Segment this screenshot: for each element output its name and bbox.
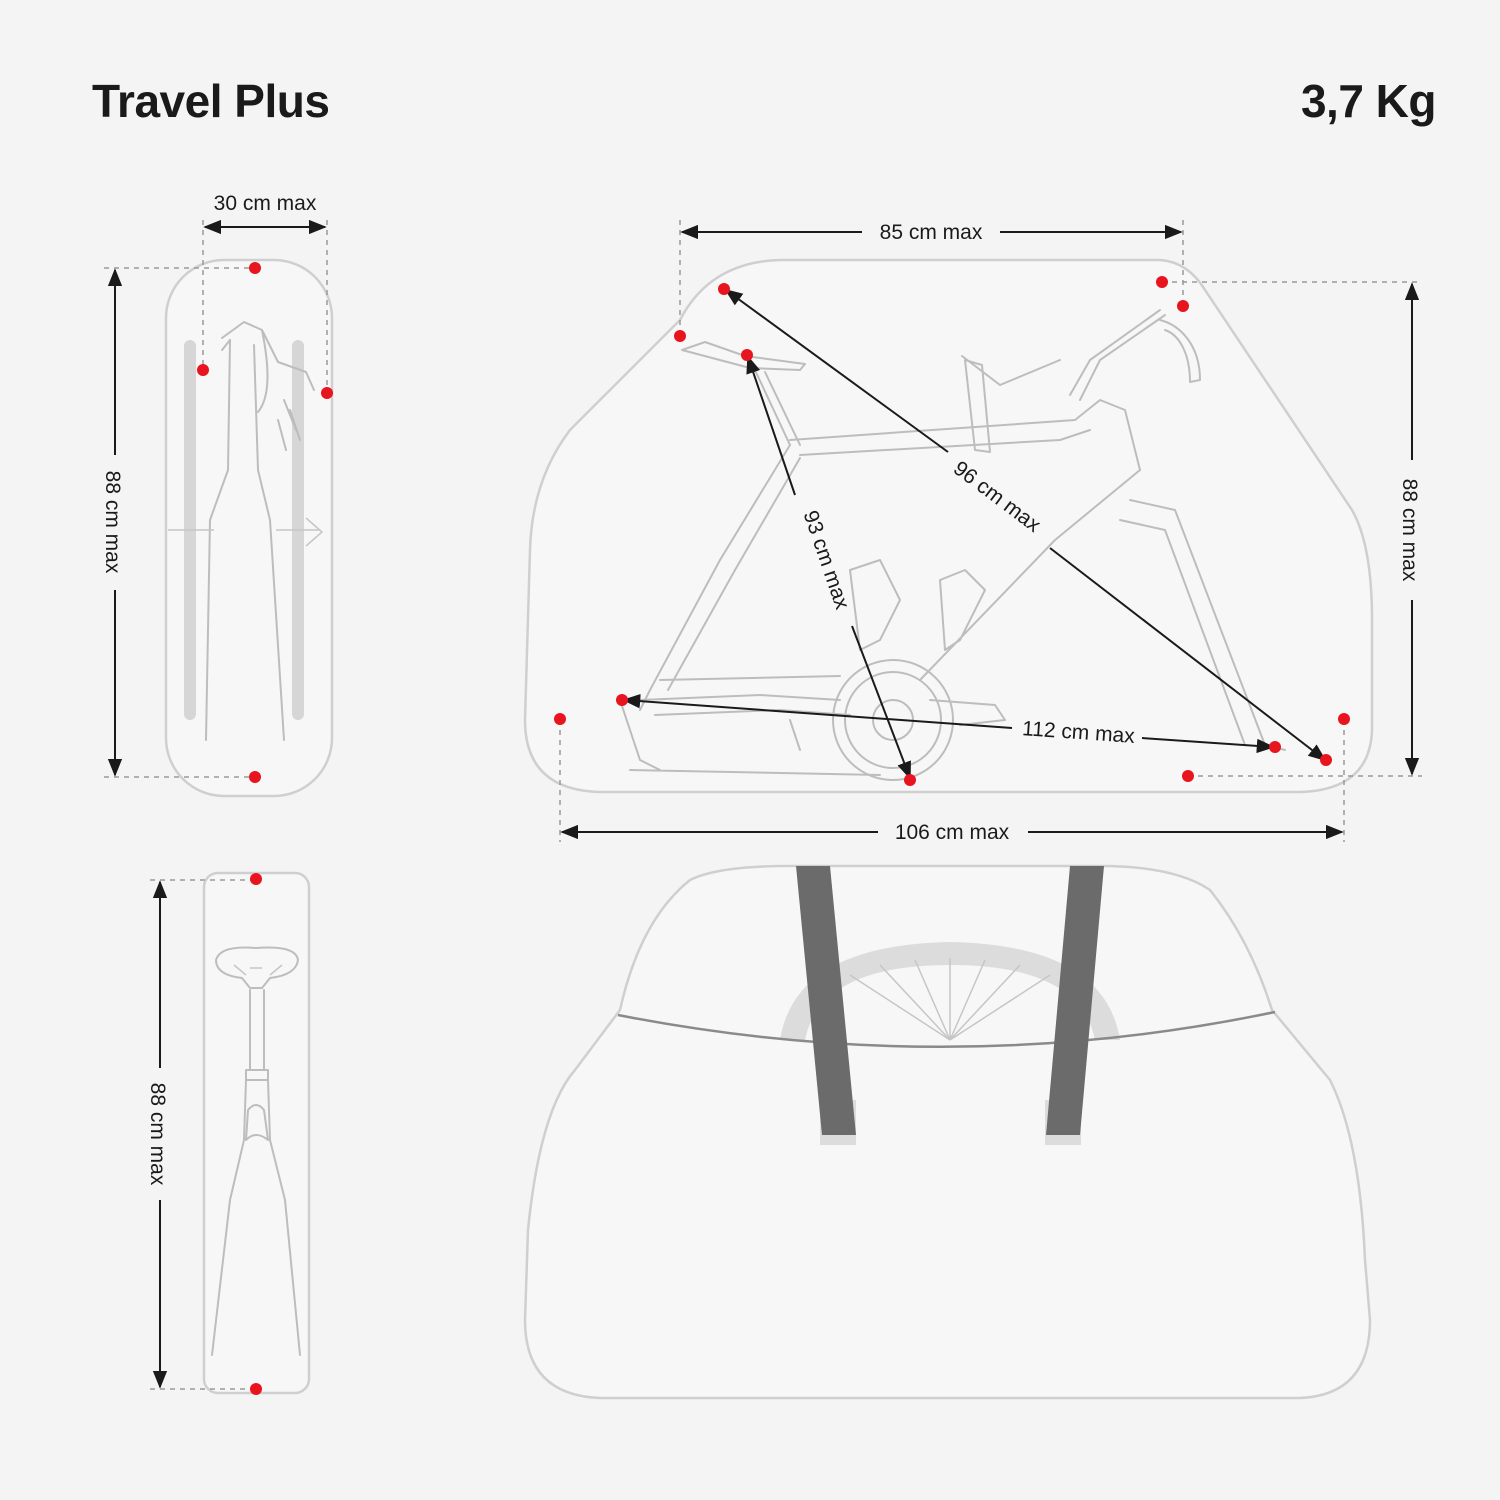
- product-title: Travel Plus: [92, 75, 330, 127]
- side-depth-label: 30 cm max: [213, 192, 317, 215]
- bottom-width-label: 106 cm max: [894, 821, 1010, 844]
- saddle-view: [146, 873, 309, 1395]
- side-view: [101, 192, 333, 796]
- bottom-span-label: 112 cm max: [1021, 717, 1136, 748]
- carry-bag-view: [525, 866, 1370, 1398]
- top-width-label: 85 cm max: [879, 221, 983, 244]
- diagonal-long-label: 96 cm max: [948, 456, 1045, 537]
- right-height-label: 88 cm max: [1398, 478, 1421, 582]
- saddle-bag-outline: [204, 873, 309, 1393]
- main-view: [525, 220, 1422, 844]
- side-height-label: 88 cm max: [101, 470, 124, 574]
- weight-label: 3,7 Kg: [1300, 75, 1436, 127]
- diagonal-short-label: 93 cm max: [798, 507, 854, 613]
- main-bag-outline: [525, 260, 1372, 792]
- saddle-height-label: 88 cm max: [146, 1082, 169, 1186]
